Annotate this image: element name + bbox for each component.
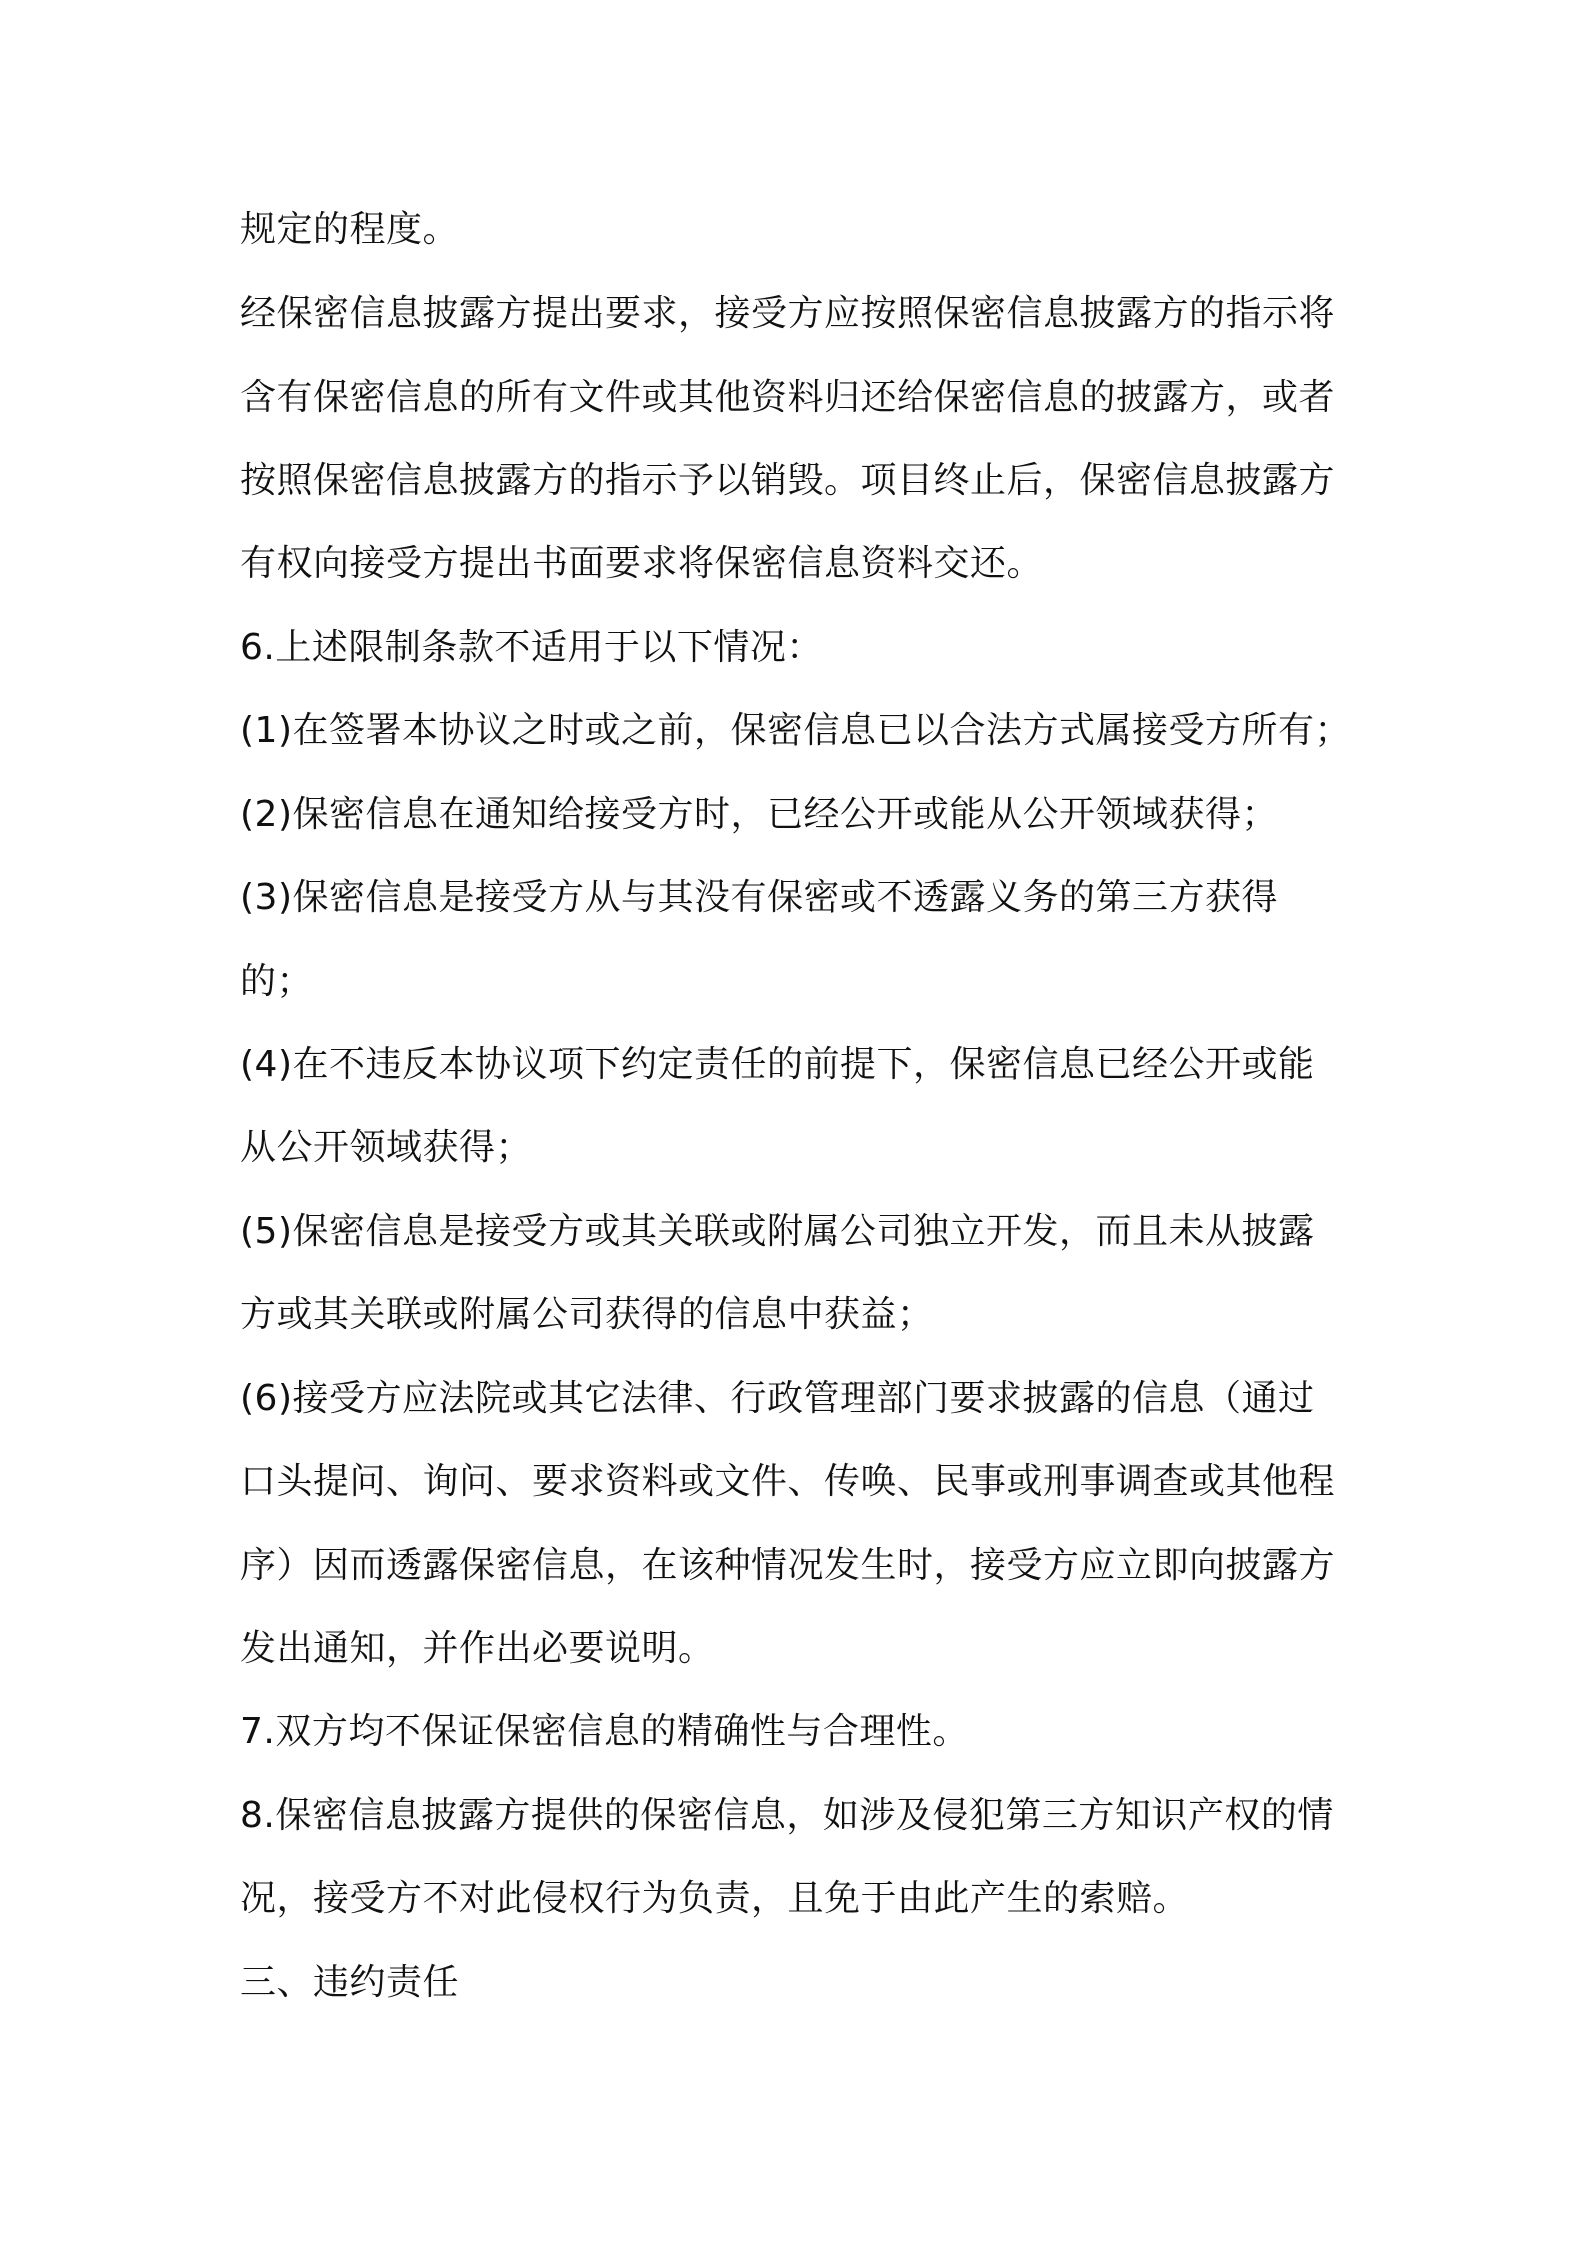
text-line: 序）因而透露保密信息，在该种情况发生时，接受方应立即向披露方 [240, 1545, 1336, 1586]
list-item-5: (5)保密信息是接受方或其关联或附属公司独立开发，而且未从披露 [240, 1211, 1315, 1252]
list-item-6: (6)接受方应法院或其它法律、行政管理部门要求披露的信息（通过 [240, 1378, 1315, 1419]
text-line: 含有保密信息的所有文件或其他资料归还给保密信息的披露方，或者 [240, 377, 1336, 418]
list-item-1: (1)在签署本协议之时或之前，保密信息已以合法方式属接受方所有； [240, 710, 1351, 751]
text-line: 况，接受方不对此侵权行为负责，且免于由此产生的索赔。 [240, 1878, 1190, 1919]
list-item-2: (2)保密信息在通知给接受方时，已经公开或能从公开领域获得； [240, 794, 1278, 835]
text-line: 口头提问、询问、要求资料或文件、传唤、民事或刑事调查或其他程 [240, 1461, 1336, 1502]
section-item-7: 7.双方均不保证保密信息的精确性与合理性。 [240, 1711, 969, 1752]
text-line: 从公开领域获得； [240, 1127, 533, 1168]
list-item-3: (3)保密信息是接受方从与其没有保密或不透露义务的第三方获得 [240, 877, 1278, 918]
text-line: 的； [240, 961, 314, 1002]
section-heading: 三、违约责任 [240, 1962, 460, 2003]
text-line: 有权向接受方提出书面要求将保密信息资料交还。 [240, 543, 1044, 584]
text-line: 方或其关联或附属公司获得的信息中获益； [240, 1294, 934, 1335]
list-item-4: (4)在不违反本协议项下约定责任的前提下，保密信息已经公开或能 [240, 1044, 1315, 1085]
section-item-8: 8.保密信息披露方提供的保密信息，如涉及侵犯第三方知识产权的情 [240, 1795, 1334, 1836]
text-line: 按照保密信息披露方的指示予以销毁。项目终止后，保密信息披露方 [240, 460, 1336, 501]
text-line: 规定的程度。 [240, 209, 460, 250]
text-line: 经保密信息披露方提出要求，接受方应按照保密信息披露方的指示将 [240, 293, 1336, 334]
section-item-6: 6.上述限制条款不适用于以下情况： [240, 627, 823, 668]
text-line: 发出通知，并作出必要说明。 [240, 1628, 715, 1669]
